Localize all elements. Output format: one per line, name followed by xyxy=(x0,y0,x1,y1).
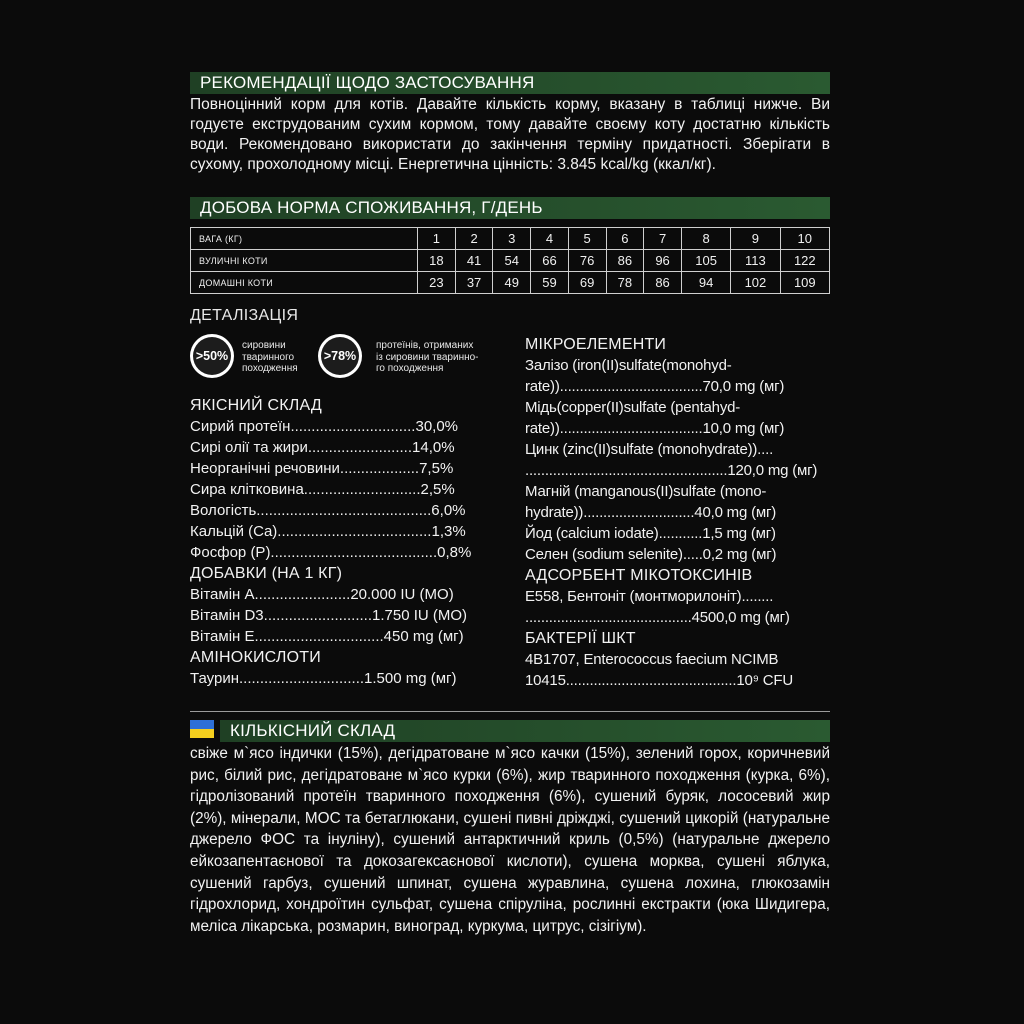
micro-title: МІКРОЕЛЕМЕНТИ xyxy=(525,336,667,353)
list-item: Селен (sodium selenite).....0,2 mg (мг) xyxy=(525,546,777,563)
composition-title: КІЛЬКІСНИЙ СКЛАД xyxy=(220,720,830,742)
table-row xyxy=(191,228,830,250)
row-label: ВАГА (КГ) xyxy=(191,228,418,250)
table-cell: 37 xyxy=(455,272,493,294)
amino-title: АМІНОКИСЛОТИ xyxy=(190,649,321,666)
list-item: Кальцій (Ca).....................................1,3% xyxy=(190,523,466,540)
list-item: Сирі олії та жири.........................14,0% xyxy=(190,439,455,456)
list-item: Сира клітковина............................2,5% xyxy=(190,481,455,498)
list-item: Вітамін A.......................20.000 IU (МО) xyxy=(190,586,454,603)
list-item: ...................................................120,0 mg (мг) xyxy=(525,462,818,479)
table-cell: 9 xyxy=(731,228,780,250)
badge-caption xyxy=(242,340,298,375)
protein-origin-badge xyxy=(318,334,362,378)
list-item: 10415...........................................10⁹ CFU xyxy=(525,672,794,689)
left-column xyxy=(190,395,495,689)
list-item: Сирий протеїн..............................30,0% xyxy=(190,418,459,435)
badge-caption xyxy=(376,340,479,375)
table-cell: 102 xyxy=(731,272,780,294)
table-cell: 1 xyxy=(418,228,456,250)
badge-caption-line: із сировини тваринно- xyxy=(376,351,479,363)
table-cell: 86 xyxy=(644,272,682,294)
row-label: ДОМАШНІ КОТИ xyxy=(191,272,418,294)
badge-caption-line: походження xyxy=(242,363,298,374)
table-row xyxy=(191,250,830,272)
badge-caption-line: протеїнів, отриманих xyxy=(376,340,474,351)
table-row xyxy=(191,272,830,294)
composition-text: свіже м`ясо індички (15%), дегідратоване м`ясо качки (15%), зелений горох, коричневий рис, білий рис, дегідратоване м`ясо курки (6%), жир тваринного походження (курка, 6%), гідролізований протеїн тваринного походження (6%), сушений буряк, лососевий жир (2%), мінерали, МОС та бетаглюкани, сушені пивні дріжджі, сушений цикорій (натуральне джерело ФОС та інуліну), сушений антарктичний криль (0,5%) (натуральне джерело ейкозапентаєнової та докозагексаєнової кислоти), сушена морква, сушені яблука, сушений гарбуз, сушений шпинат, сушена журавлина, сушена лохина, глюкозамін гідрохлорид, хондроїтин сульфат, сушена спіруліна, рослинні екстракти (юка Шидигера, меліса лікарська, розмарин, виноград, куркума, цитрус, сізігіум). xyxy=(190,745,830,935)
table-cell: 59 xyxy=(531,272,569,294)
details-title: ДЕТАЛІЗАЦІЯ xyxy=(190,307,299,324)
recommendations-text: Повноцінний корм для котів. Давайте кількість корму, вказану в таблиці нижче. Ви годуєте екструдованим сухим кормом, тому давайте своєму коту достатню кількість води. Рекомендовано використати до закінчення терміну придатності. Зберігати в сухому, прохолодному місці. Енергетична цінність: 3.845 kcal/kg (ккал/кг). xyxy=(190,96,830,173)
table-cell: 69 xyxy=(568,272,606,294)
badge-caption-line: го походження xyxy=(376,363,444,374)
table-cell: 10 xyxy=(780,228,829,250)
ukraine-flag-icon xyxy=(190,720,214,738)
list-item: Вітамін D3..........................1.750 IU (МО) xyxy=(190,607,468,624)
animal-origin-badge xyxy=(190,334,234,378)
table-cell: 2 xyxy=(455,228,493,250)
list-item: Вологість..........................................6,0% xyxy=(190,502,466,519)
badge-caption-line: тваринного xyxy=(242,351,295,363)
table-cell: 23 xyxy=(418,272,456,294)
table-cell: 122 xyxy=(780,250,829,272)
list-item: ..........................................4500,0 mg (мг) xyxy=(525,609,790,626)
divider xyxy=(190,711,830,712)
list-item: Мідь(copper(II)sulfate (pentahyd- xyxy=(525,399,741,416)
table-cell: 54 xyxy=(493,250,531,272)
table-cell: 76 xyxy=(568,250,606,272)
table-cell: 49 xyxy=(493,272,531,294)
list-item: E558, Бентоніт (монтморилоніт)........ xyxy=(525,588,774,605)
bacteria-title: БАКТЕРІЇ ШКТ xyxy=(525,630,636,647)
table-cell: 66 xyxy=(531,250,569,272)
quality-title: ЯКІСНИЙ СКЛАД xyxy=(190,397,322,414)
list-item: 4B1707, Enterococcus faecium NCIMB xyxy=(525,651,779,668)
adsorbent-title: АДСОРБЕНТ МІКОТОКСИНІВ xyxy=(525,567,753,584)
table-cell: 6 xyxy=(606,228,644,250)
list-item: Фосфор (P)........................................0,8% xyxy=(190,544,472,561)
list-item: Таурин..............................1.500 mg (мг) xyxy=(190,670,457,687)
table-cell: 105 xyxy=(681,250,730,272)
table-cell: 3 xyxy=(493,228,531,250)
row-label: ВУЛИЧНІ КОТИ xyxy=(191,250,418,272)
list-item: rate))....................................70,0 mg (мг) xyxy=(525,378,785,395)
badge-value: >50% xyxy=(193,337,231,375)
table-cell: 8 xyxy=(681,228,730,250)
table-cell: 4 xyxy=(531,228,569,250)
list-item: Магній (manganous(II)sulfate (mono- xyxy=(525,483,767,500)
table-cell: 94 xyxy=(681,272,730,294)
table-cell: 113 xyxy=(731,250,780,272)
list-item: Йод (calcium iodate)...........1,5 mg (мг) xyxy=(525,525,776,542)
list-item: Вітамін E...............................450 mg (мг) xyxy=(190,628,464,645)
table-cell: 41 xyxy=(455,250,493,272)
badge-caption-line: сировини xyxy=(242,340,286,351)
table-cell: 86 xyxy=(606,250,644,272)
badge-value: >78% xyxy=(321,337,359,375)
daily-norm-table xyxy=(190,227,830,294)
table-cell: 96 xyxy=(644,250,682,272)
daily-norm-title: ДОБОВА НОРМА СПОЖИВАННЯ, Г/ДЕНЬ xyxy=(190,197,830,219)
right-column xyxy=(525,334,830,691)
list-item: Цинк (zinc(II)sulfate (monohydrate)).... xyxy=(525,441,774,458)
table-cell: 7 xyxy=(644,228,682,250)
list-item: hydrate))............................40,0 mg (мг) xyxy=(525,504,777,521)
list-item: rate))....................................10,0 mg (мг) xyxy=(525,420,785,437)
additives-title: ДОБАВКИ (НА 1 КГ) xyxy=(190,565,343,582)
table-cell: 18 xyxy=(418,250,456,272)
table-cell: 109 xyxy=(780,272,829,294)
list-item: Неорганічні речовини...................7,5% xyxy=(190,460,454,477)
list-item: Залізо (iron(II)sulfate(monohyd- xyxy=(525,357,732,374)
table-cell: 78 xyxy=(606,272,644,294)
table-cell: 5 xyxy=(568,228,606,250)
recommendations-title: РЕКОМЕНДАЦІЇ ЩОДО ЗАСТОСУВАННЯ xyxy=(190,72,830,94)
